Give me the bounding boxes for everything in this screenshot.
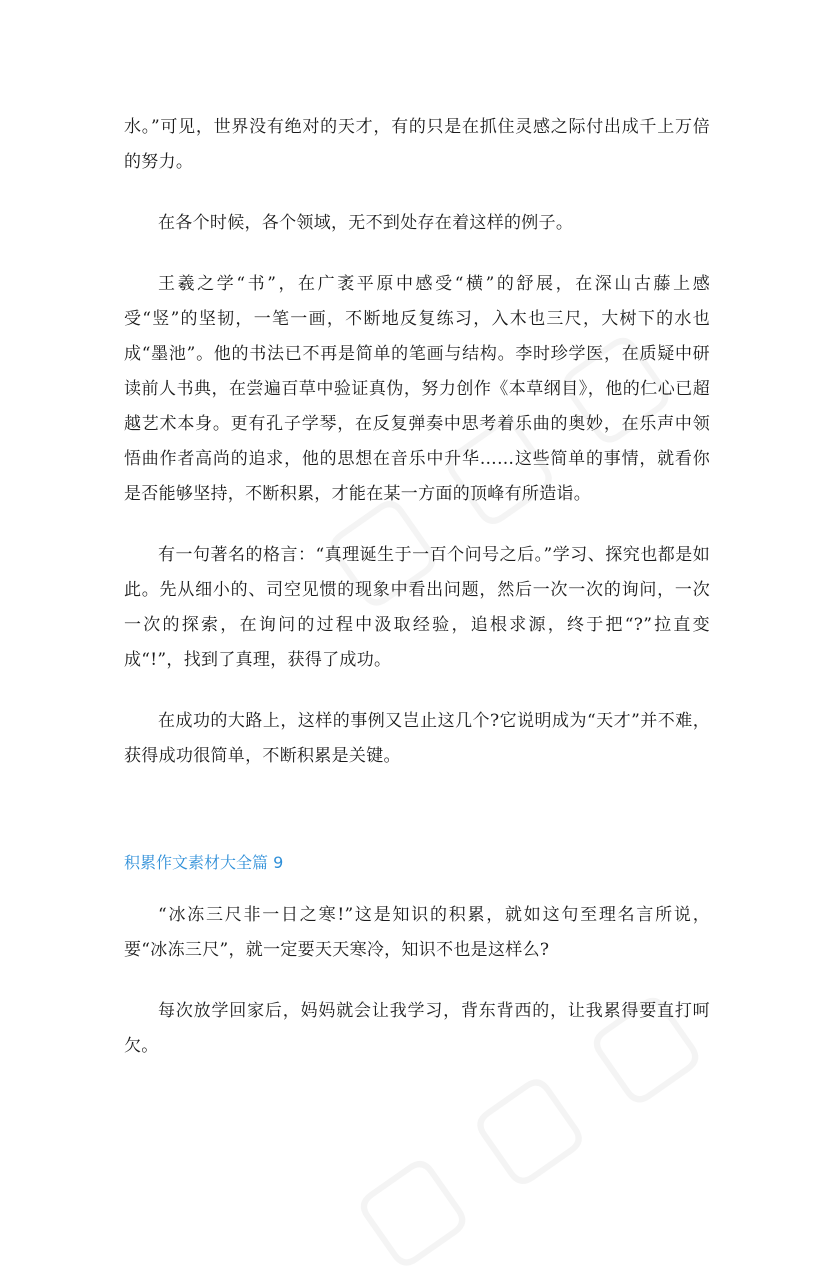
paragraph-examples-intro: 在各个时候，各个领域，无不到处存在着这样的例子。 <box>158 213 574 233</box>
paragraph-historical-examples: 王羲之学“书”，在广袤平原中感受“横”的舒展，在深山古藤上感受“竖”的坚韧，一笔一画，不断地反复练习，入木也三尺，大树下的水也成“墨池”。他的书法已不再是简单的笔画与结构。李时珍学医，在质疑中研读前人书典，在尝遍百草中验证真伪，努力创作《本草纲目》，他的仁心已超越艺术本身。更有孔子学琴，在反复弹奏中思考着乐曲的奥妙，在乐声中领悟曲作者高尚的追求，他的思想在音乐中升华……这些简单的事情，就看你是否能够坚持，不断积累，才能在某一方面的顶峰有所造诣。 <box>124 274 710 504</box>
paragraph-ice-proverb: “冰冻三尺非一日之寒!”这是知识的积累，就如这句至理名言所说，要“冰冻三尺”，就一定要天天寒冷，知识不也是这样么? <box>124 905 710 960</box>
document-content <box>124 110 710 1090</box>
paragraph-famous-quote: 有一句著名的格言：“真理诞生于一百个问号之后。”学习、探究也都是如此。先从细小的、司空见惯的现象中看出问题，然后一次一次的询问，一次一次的探索，在询问的过程中汲取经验，追根求源，终于把“?”拉直变成“!”，找到了真理，获得了成功。 <box>124 545 710 670</box>
paragraph-continuation: 水。”可见，世界没有绝对的天才，有的只是在抓住灵感之际付出成千上万倍的努力。 <box>124 117 710 172</box>
paragraph-conclusion: 在成功的大路上，这样的事例又岂止这几个?它说明成为“天才”并不难，获得成功很简单，不断积累是关键。 <box>124 711 710 766</box>
section-heading: 积累作文素材大全篇 9 <box>124 853 284 872</box>
paragraph-after-school: 每次放学回家后，妈妈就会让我学习，背东背西的，让我累得要直打呵欠。 <box>124 1001 710 1056</box>
